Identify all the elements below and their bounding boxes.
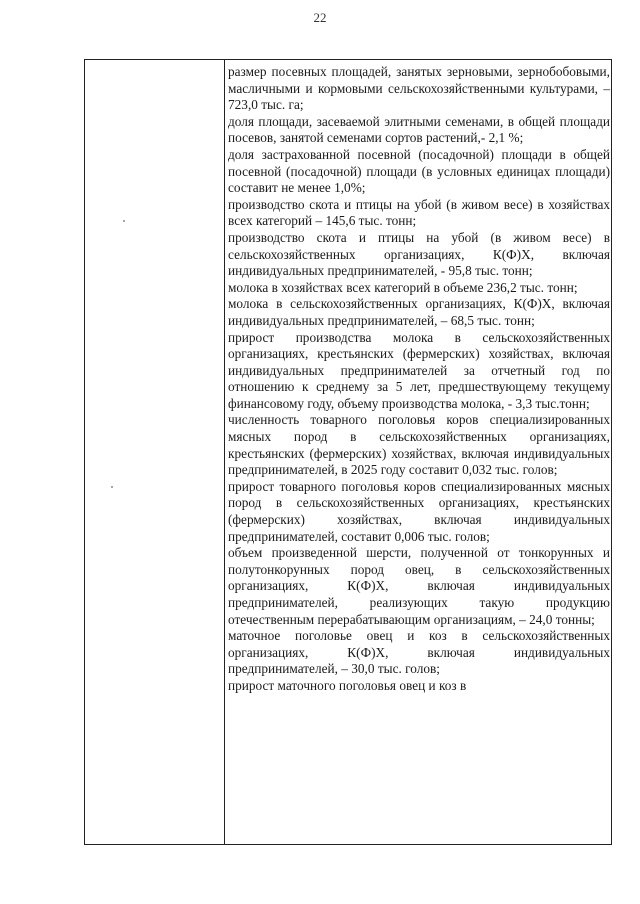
indicator-paragraph: молока в хозяйствах всех категорий в объеме 236,2 тыс. тонн;: [228, 279, 578, 295]
indicator-paragraph: прирост производства молока в сельскохозяйственных организациях, крестьянских (фермерских) хозяйствах, включая индивидуальных предпринимателей за отчетный год по отношению к среднему за 5 лет, предшествующему текущему финансовому году, объему производства молока, - 3,3 тыс.тонн;: [228, 329, 610, 411]
document-table: [84, 59, 612, 845]
indicator-paragraph: производство скота и птицы на убой (в живом весе) в сельскохозяйственных организациях, К(Ф)Х, включая индивидуальных предпринимателей, - 95,8 тыс. тонн;: [228, 229, 610, 279]
indicator-paragraph: доля площади, засеваемой элитными семенами, в общей площади посевов, занятой семенами сортов растений,- 2,1 %;: [228, 113, 610, 146]
scan-speck: [111, 486, 113, 488]
indicator-paragraph: производство скота и птицы на убой (в живом весе) в хозяйствах всех категорий – 145,6 тыс. тонн;: [228, 196, 610, 229]
indicator-paragraph: размер посевных площадей, занятых зерновыми, зернобобовыми, масличными и кормовыми сельскохозяйственными культурами, – 723,0 тыс. га;: [228, 64, 610, 113]
indicator-paragraph: молока в сельскохозяйственных организациях, К(Ф)Х, включая индивидуальных предпринимателей, – 68,5 тыс. тонн;: [228, 296, 610, 328]
indicator-paragraph: численность товарного поголовья коров специализированных мясных пород в сельскохозяйственных организациях, крестьянских (фермерских) хозяйствах, включая индивидуальных предпринимателей, в 2025 году составит 0,032 тыс. голов;: [228, 412, 610, 478]
indicator-paragraph: прирост маточного поголовья овец и коз в: [228, 677, 467, 693]
page-number: 22: [313, 10, 327, 25]
empty-left-cell: [85, 60, 224, 844]
content-cell: [228, 64, 610, 695]
indicator-paragraph: прирост товарного поголовья коров специализированных мясных пород в сельскохозяйственных организациях, крестьянских (фермерских) хозяйствах, включая индивидуальных предпринимателей, составит 0,006 тыс. голов;: [228, 478, 610, 544]
indicator-paragraph: объем произведенной шерсти, полученной от тонкорунных и полутонкорунных пород овец, в сельскохозяйственных организациях, К(Ф)Х, включая индивидуальных предпринимателей, реализующих такую продукцию отечественным перерабатывающим организациям, – 24,0 тонны;: [228, 545, 610, 627]
indicator-paragraph: доля застрахованной посевной (посадочной) площади в общей посевной (посадочной) площади (в условных единицах площади) составит не менее 1,0%;: [228, 146, 610, 196]
indicator-paragraph: маточное поголовье овец и коз в сельскохозяйственных организациях, К(Ф)Х, включая индивидуальных предпринимателей, – 30,0 тыс. голов;: [228, 628, 610, 677]
column-divider: [224, 60, 225, 844]
scan-speck: [123, 220, 125, 222]
